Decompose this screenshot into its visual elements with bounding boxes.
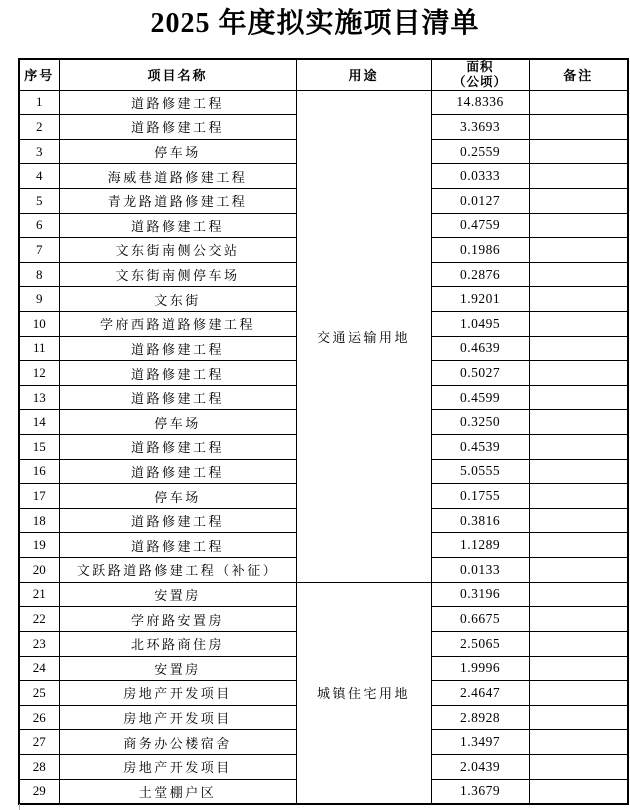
row-no: 19 xyxy=(19,533,59,558)
row-no: 6 xyxy=(19,213,59,238)
row-no: 2 xyxy=(19,115,59,140)
remark-cell xyxy=(529,361,628,386)
project-name: 商务办公楼宿舍 xyxy=(59,730,296,755)
project-table xyxy=(18,58,629,805)
area-value: 0.4599 xyxy=(431,385,529,410)
row-no: 9 xyxy=(19,287,59,312)
remark-cell xyxy=(529,115,628,140)
project-name: 道路修建工程 xyxy=(59,361,296,386)
row-no: 11 xyxy=(19,336,59,361)
project-name: 学府路安置房 xyxy=(59,607,296,632)
page-title: 2025 年度拟实施项目清单 xyxy=(150,8,480,39)
project-name: 文跃路道路修建工程（补征） xyxy=(59,558,296,583)
remark-cell xyxy=(529,311,628,336)
usage-cell: 城镇住宅用地 xyxy=(296,582,431,803)
remark-cell xyxy=(529,262,628,287)
area-value: 0.4539 xyxy=(431,435,529,460)
header-area-line2: （公顷） xyxy=(452,74,507,89)
remark-cell xyxy=(529,238,628,263)
remark-cell xyxy=(529,287,628,312)
row-no: 26 xyxy=(19,705,59,730)
area-value: 0.3250 xyxy=(431,410,529,435)
row-no: 10 xyxy=(19,311,59,336)
table-continuation-line xyxy=(19,804,20,810)
header-area xyxy=(431,59,529,90)
remark-cell xyxy=(529,188,628,213)
area-value: 0.3196 xyxy=(431,582,529,607)
project-name: 道路修建工程 xyxy=(59,213,296,238)
project-name: 道路修建工程 xyxy=(59,508,296,533)
project-name: 道路修建工程 xyxy=(59,435,296,460)
remark-cell xyxy=(529,410,628,435)
project-name: 土堂棚户区 xyxy=(59,779,296,804)
area-value: 0.2876 xyxy=(431,262,529,287)
remark-cell xyxy=(529,631,628,656)
table-header xyxy=(19,59,628,90)
remark-cell xyxy=(529,336,628,361)
header-remark: 备注 xyxy=(529,59,628,90)
area-value: 1.1289 xyxy=(431,533,529,558)
row-no: 16 xyxy=(19,459,59,484)
row-no: 12 xyxy=(19,361,59,386)
remark-cell xyxy=(529,582,628,607)
area-value: 3.3693 xyxy=(431,115,529,140)
project-name: 房地产开发项目 xyxy=(59,681,296,706)
area-value: 1.3679 xyxy=(431,779,529,804)
row-no: 24 xyxy=(19,656,59,681)
project-name: 文东街 xyxy=(59,287,296,312)
area-value: 1.9201 xyxy=(431,287,529,312)
area-value: 0.1755 xyxy=(431,484,529,509)
header-usage: 用途 xyxy=(296,59,431,90)
area-value: 0.6675 xyxy=(431,607,529,632)
area-value: 0.0127 xyxy=(431,188,529,213)
row-no: 29 xyxy=(19,779,59,804)
area-value: 0.4759 xyxy=(431,213,529,238)
area-value: 1.0495 xyxy=(431,311,529,336)
row-no: 28 xyxy=(19,754,59,779)
remark-cell xyxy=(529,459,628,484)
remark-cell xyxy=(529,656,628,681)
project-name: 文东街南侧停车场 xyxy=(59,262,296,287)
project-name: 道路修建工程 xyxy=(59,336,296,361)
row-no: 23 xyxy=(19,631,59,656)
project-name: 道路修建工程 xyxy=(59,459,296,484)
project-name: 学府西路道路修建工程 xyxy=(59,311,296,336)
area-value: 5.0555 xyxy=(431,459,529,484)
row-no: 25 xyxy=(19,681,59,706)
area-value: 1.3497 xyxy=(431,730,529,755)
remark-cell xyxy=(529,213,628,238)
project-name: 青龙路道路修建工程 xyxy=(59,188,296,213)
project-name: 房地产开发项目 xyxy=(59,705,296,730)
project-name: 北环路商住房 xyxy=(59,631,296,656)
remark-cell xyxy=(529,164,628,189)
remark-cell xyxy=(529,705,628,730)
project-name: 房地产开发项目 xyxy=(59,754,296,779)
header-row xyxy=(19,59,628,90)
remark-cell xyxy=(529,754,628,779)
project-name: 道路修建工程 xyxy=(59,385,296,410)
row-no: 4 xyxy=(19,164,59,189)
row-no: 7 xyxy=(19,238,59,263)
row-no: 5 xyxy=(19,188,59,213)
remark-cell xyxy=(529,139,628,164)
remark-cell xyxy=(529,607,628,632)
area-value: 2.4647 xyxy=(431,681,529,706)
row-no: 17 xyxy=(19,484,59,509)
area-value: 14.8336 xyxy=(431,90,529,115)
remark-cell xyxy=(529,435,628,460)
header-name: 项目名称 xyxy=(59,59,296,90)
remark-cell xyxy=(529,385,628,410)
row-no: 15 xyxy=(19,435,59,460)
project-name: 道路修建工程 xyxy=(59,533,296,558)
remark-cell xyxy=(529,508,628,533)
row-no: 8 xyxy=(19,262,59,287)
area-value: 2.5065 xyxy=(431,631,529,656)
row-no: 1 xyxy=(19,90,59,115)
row-no: 20 xyxy=(19,558,59,583)
table-body xyxy=(19,90,628,804)
remark-cell xyxy=(529,681,628,706)
project-name: 停车场 xyxy=(59,484,296,509)
area-value: 0.5027 xyxy=(431,361,529,386)
usage-cell: 交通运输用地 xyxy=(296,90,431,582)
area-value: 0.4639 xyxy=(431,336,529,361)
row-no: 14 xyxy=(19,410,59,435)
remark-cell xyxy=(529,484,628,509)
area-value: 2.0439 xyxy=(431,754,529,779)
project-name: 安置房 xyxy=(59,582,296,607)
row-no: 18 xyxy=(19,508,59,533)
project-name: 文东街南侧公交站 xyxy=(59,238,296,263)
area-value: 0.0133 xyxy=(431,558,529,583)
project-name: 安置房 xyxy=(59,656,296,681)
row-no: 27 xyxy=(19,730,59,755)
remark-cell xyxy=(529,90,628,115)
row-no: 3 xyxy=(19,139,59,164)
row-no: 21 xyxy=(19,582,59,607)
area-value: 2.8928 xyxy=(431,705,529,730)
row-no: 22 xyxy=(19,607,59,632)
header-no: 序号 xyxy=(19,59,59,90)
remark-cell xyxy=(529,533,628,558)
project-name: 停车场 xyxy=(59,139,296,164)
row-no: 13 xyxy=(19,385,59,410)
table-row xyxy=(19,90,628,115)
table-row xyxy=(19,582,628,607)
remark-cell xyxy=(529,558,628,583)
header-area-line1: 面积 xyxy=(466,60,494,75)
project-name: 道路修建工程 xyxy=(59,115,296,140)
project-name: 道路修建工程 xyxy=(59,90,296,115)
area-value: 0.3816 xyxy=(431,508,529,533)
area-value: 0.0333 xyxy=(431,164,529,189)
project-name: 海威巷道路修建工程 xyxy=(59,164,296,189)
project-name: 停车场 xyxy=(59,410,296,435)
area-value: 0.2559 xyxy=(431,139,529,164)
area-value: 0.1986 xyxy=(431,238,529,263)
remark-cell xyxy=(529,730,628,755)
area-value: 1.9996 xyxy=(431,656,529,681)
remark-cell xyxy=(529,779,628,804)
